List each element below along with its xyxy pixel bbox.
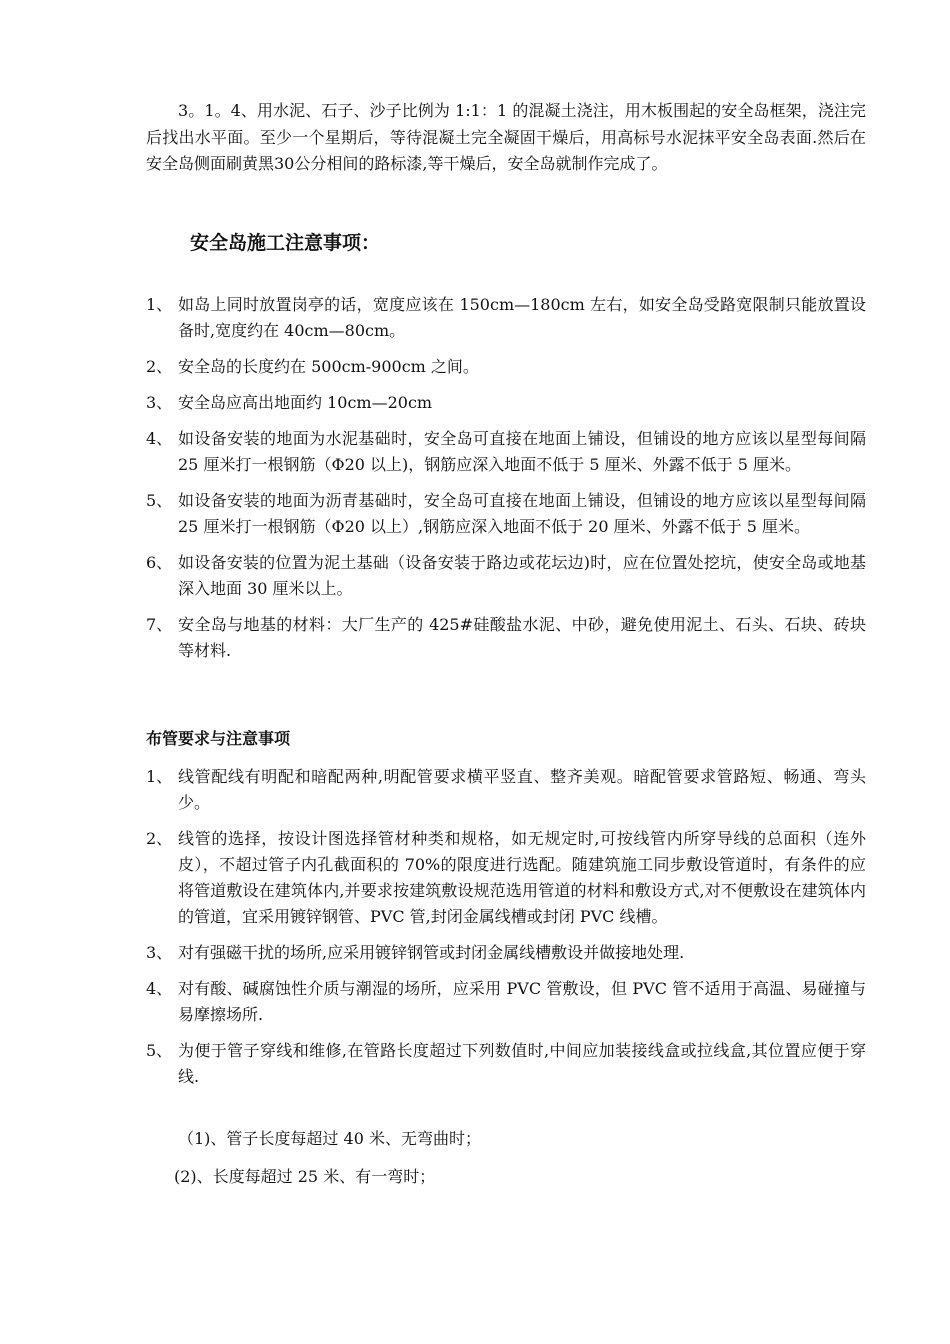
item-text: 线管配线有明配和暗配两种,明配管要求横平竖直、整齐美观。暗配管要求管路短、畅通、弯头少。 bbox=[178, 767, 866, 812]
item-number: 3、 bbox=[146, 943, 173, 962]
list-item bbox=[146, 940, 866, 966]
item-text: 对有强磁干扰的场所,应采用镀锌钢管或封闭金属线槽敷设并做接地处理. bbox=[178, 943, 685, 962]
item-number: 5、 bbox=[146, 491, 173, 510]
item-text: 安全岛与地基的材料：大厂生产的 425#硅酸盐水泥、中砂，避免使用泥土、石头、石块、砖块等材料. bbox=[178, 615, 866, 660]
item-text: 对有酸、碱腐蚀性介质与潮湿的场所，应采用 PVC 管敷设，但 PVC 管不适用于高温、易碰撞与易摩擦场所. bbox=[178, 979, 866, 1024]
sub-list-item: (2)、长度每超过 25 米、有一弯时； bbox=[174, 1167, 436, 1186]
item-number: 2、 bbox=[146, 357, 173, 376]
safety-island-list bbox=[146, 292, 866, 674]
list-item bbox=[146, 292, 866, 344]
conduit-requirements-list bbox=[146, 764, 866, 1100]
item-text: 如设备安装的地面为沥青基础时，安全岛可直接在地面上铺设，但铺设的地方应该以星型每间隔 25 厘米打一根钢筋（Φ20 以上）,钢筋应深入地面不低于 20 厘米、外露不低于 5 厘米。 bbox=[178, 491, 866, 536]
item-number: 5、 bbox=[146, 1041, 173, 1060]
item-text: 如岛上同时放置岗亭的话，宽度应该在 150cm—180cm 左右，如安全岛受路宽限制只能放置设备时,宽度约在 40cm—80cm。 bbox=[178, 295, 866, 340]
list-item bbox=[146, 550, 866, 602]
item-number: 4、 bbox=[146, 979, 173, 998]
list-item bbox=[146, 612, 866, 664]
list-item bbox=[146, 390, 866, 416]
item-text: 安全岛的长度约在 500cm-900cm 之间。 bbox=[178, 357, 479, 376]
section-heading-safety-island: 安全岛施工注意事项： bbox=[190, 232, 381, 254]
item-text: 为便于管子穿线和维修,在管路长度超过下列数值时,中间应加装接线盒或拉线盒,其位置应便于穿线. bbox=[178, 1041, 866, 1086]
list-item bbox=[146, 354, 866, 380]
item-number: 7、 bbox=[146, 615, 173, 634]
list-item bbox=[146, 976, 866, 1028]
list-item bbox=[146, 1038, 866, 1090]
item-number: 2、 bbox=[146, 829, 173, 848]
item-number: 1、 bbox=[146, 295, 173, 314]
section-heading-conduit: 布管要求与注意事项 bbox=[146, 729, 291, 748]
item-text: 如设备安装的地面为水泥基础时，安全岛可直接在地面上铺设，但铺设的地方应该以星型每间隔 25 厘米打一根钢筋（Φ20 以上)，钢筋应深入地面不低于 5 厘米、外露不低于 5 厘米。 bbox=[178, 429, 866, 474]
list-item bbox=[146, 488, 866, 540]
list-item bbox=[146, 426, 866, 478]
item-number: 3、 bbox=[146, 393, 173, 412]
list-item bbox=[146, 764, 866, 816]
item-text: 安全岛应高出地面约 10cm—20cm bbox=[178, 393, 433, 412]
sub-list-item: （1)、管子长度每超过 40 米、无弯曲时； bbox=[178, 1129, 481, 1148]
item-text: 线管的选择，按设计图选择管材种类和规格，如无规定时,可按线管内所穿导线的总面积（连外皮），不超过管子内孔截面积的 70%的限度进行选配。随建筑施工同步敷设管道时，有条件的应将管道敷设在建筑体内,并要求按建筑敷设规范选用管道的材料和敷设方式,对不便敷设在建筑体内的管道，宜采用镀锌钢管、PVC 管,封闭金属线槽或封闭 PVC 线槽。 bbox=[178, 829, 866, 926]
item-number: 4、 bbox=[146, 429, 173, 448]
item-number: 1、 bbox=[146, 767, 173, 786]
list-item bbox=[146, 826, 866, 930]
item-text: 如设备安装的位置为泥土基础（设备安装于路边或花坛边)时，应在位置处挖坑，使安全岛或地基深入地面 30 厘米以上。 bbox=[178, 553, 866, 598]
intro-paragraph: 3。1。4、用水泥、石子、沙子比例为 1:1：1 的混凝土浇注，用木板围起的安全岛框架，浇注完后找出水平面。至少一个星期后，等待混凝土完全凝固干燥后，用高标号水泥抹平安全岛表面.然后在安全岛侧面刷黄黑30公分相间的路标漆,等干燥后，安全岛就制作完成了。 bbox=[146, 101, 866, 173]
item-number: 6、 bbox=[146, 553, 173, 572]
